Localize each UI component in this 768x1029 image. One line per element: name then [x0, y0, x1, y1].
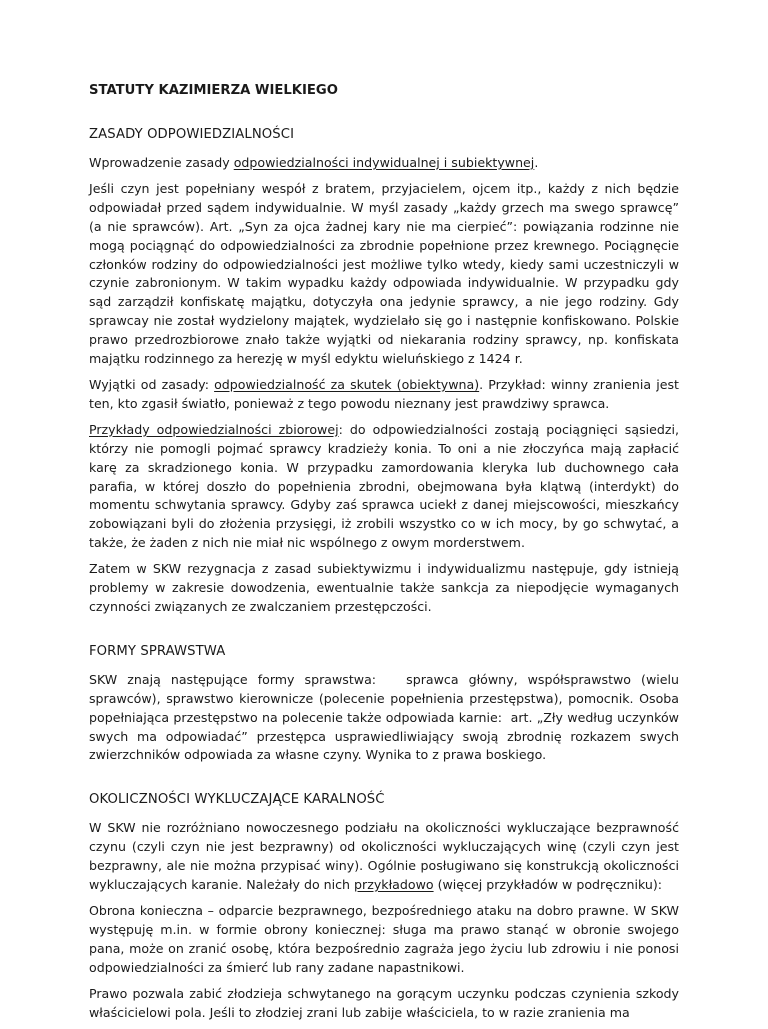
underlined-term: przykładowo	[354, 877, 434, 893]
paragraph-text: (więcej przykładów w podręczniku):	[433, 877, 663, 893]
paragraph	[89, 421, 679, 553]
paragraph: SKW znają następujące formy sprawstwa: sprawca główny, współsprawstwo (wielu sprawców), sprawstwo kierownicze (polecenie popełnienia przestępstwa), pomocnik. Osoba popełniająca przestępstwo na polecenie także odpowiada karnie: art. „Zły według uczynków swych ma odpowiadać” przestępca usprawiedliwiający swoją zbrodnię rozkazem swych zwierzchników odpowiada za własne czyny. Wynika to z prawa boskiego.	[89, 671, 684, 763]
paragraph-text: . Przykład: winny zranienia jest ten, kto zgasił światło, ponieważ z tego powodu nieznany jest prawdziwy sprawca.	[89, 376, 679, 411]
underlined-term: Przykłady odpowiedzialności zbiorowej	[89, 421, 339, 437]
paragraph: Jeśli czyn jest popełniany wespół z bratem, przyjacielem, ojcem itp., każdy z nich będzie odpowiadał przed sądem indywidualnie. W myśl zasady „każdy grzech ma swego sprawcę” (a nie sprawców). Art. „Syn za ojca żadnej kary nie ma cierpieć”: powiązania rodzinne nie mogą pociągnąć do odpowiedzialności za zbrodnie popełnione przez krewnego. Pociągnęcie członków rodziny do odpowiedzialności jest możliwe tylko wtedy, kiedy sami uczestniczyli w czynie zabronionym. W takim wypadku każdy odpowiada indywidualnie. W przypadku gdy sąd zarządził konfiskatę majątku, dotyczyła ona jedynie sprawcy, a nie jego rodziny. Gdy sprawcay nie został wydzielony majątek, wydzielało się go i następnie konfiskowano. Polskie prawo przedrozbiorowe znało także wyjątki od niekarania rodziny sprawcy, np. konfiskata majątku rodzinnego za herezję w myśl edyktu wieluńskiego z 1424 r.	[89, 180, 679, 367]
paragraph-text: Wprowadzenie zasady	[89, 155, 234, 170]
paragraph: Zatem w SKW rezygnacja z zasad subiektywizmu i indywidualizmu następuje, gdy istnieją problemy w zakresie dowodzenia, ewentualnie także sankcja za niepodjęcie wymaganych czynności związanych ze zwalczaniem przestępczości.	[89, 561, 679, 614]
paragraph: Prawo pozwala zabić złodzieja schwytanego na gorącym uczynku podczas czynienia szkody właścicielowi pola. Jeśli to złodziej zrani lub zabije właściciela, to w razie zranienia ma	[89, 985, 679, 1020]
paragraph-text: Wyjątki od zasady:	[89, 376, 215, 392]
section-spacer	[89, 772, 679, 791]
document-title: STATUTY KAZIMIERZA WIELKIEGO	[89, 83, 338, 98]
paragraph	[89, 819, 679, 895]
paragraph-text: W SKW nie rozróżniano nowoczesnego podziału na okoliczności wykluczające bezprawność czynu (czyli czyn nie jest bezprawny) od okoliczności wykluczających winę (czyli czyn jest bezprawny, ale nie można przypisać winy). Ogólnie posługiwano się konstrukcją okoliczności wykluczających karanie. Należały do nich	[89, 820, 679, 893]
paragraph-text: .	[534, 155, 539, 170]
paragraph-text: : do odpowiedzialności zostają pociągnięci sąsiedzi, którzy nie pomogli pojmać sprawcy kradzieży konia. To oni a nie złoczyńca mają zapłacić karę za skradzionego konia. W przypadku zamordowania kleryka lub duchownego cała parafia, w której doszło do popełnienia zbrodni, obejmowana była klątwą (interdykt) do momentu schwytania sprawcy. Gdyby zaś sprawca uciekł z danej miejscowości, mieszkańcy zobowiązani byli do złożenia przysięgi, iż zrobili wszystko co w ich mocy, by go schwytać, a także, że żaden z nich nie miał nic wspólnego z owym morderstwem.	[89, 421, 679, 551]
section-heading-formy-sprawstwa: FORMY SPRAWSTWA	[89, 643, 226, 659]
underlined-term: odpowiedzialność za skutek (obiektywna)	[214, 376, 480, 392]
section-heading-okolicznosci: OKOLICZNOŚCI WYKLUCZAJĄCE KARALNOŚĆ	[89, 792, 385, 808]
section-spacer	[89, 624, 679, 643]
paragraph	[89, 376, 679, 414]
underlined-term: odpowiedzialności indywidualnej i subiektywnej	[233, 155, 535, 170]
section-heading-odpowiedzialnosc: ZASADY ODPOWIEDZIALNOŚCI	[89, 127, 295, 142]
paragraph: Obrona konieczna – odparcie bezprawnego, bezpośredniego ataku na dobro prawne. W SKW występuję m.in. w formie obrony koniecznej: sługa ma prawo stanąć w obronie swojego pana, może on zranić osobę, która bezpośrednio zagraża jego życiu lub zdrowiu i nie ponosi odpowiedzialności za śmierć lub rany zadane napastnikowi.	[89, 903, 679, 975]
document-page	[89, 82, 684, 1029]
paragraph	[89, 154, 679, 173]
